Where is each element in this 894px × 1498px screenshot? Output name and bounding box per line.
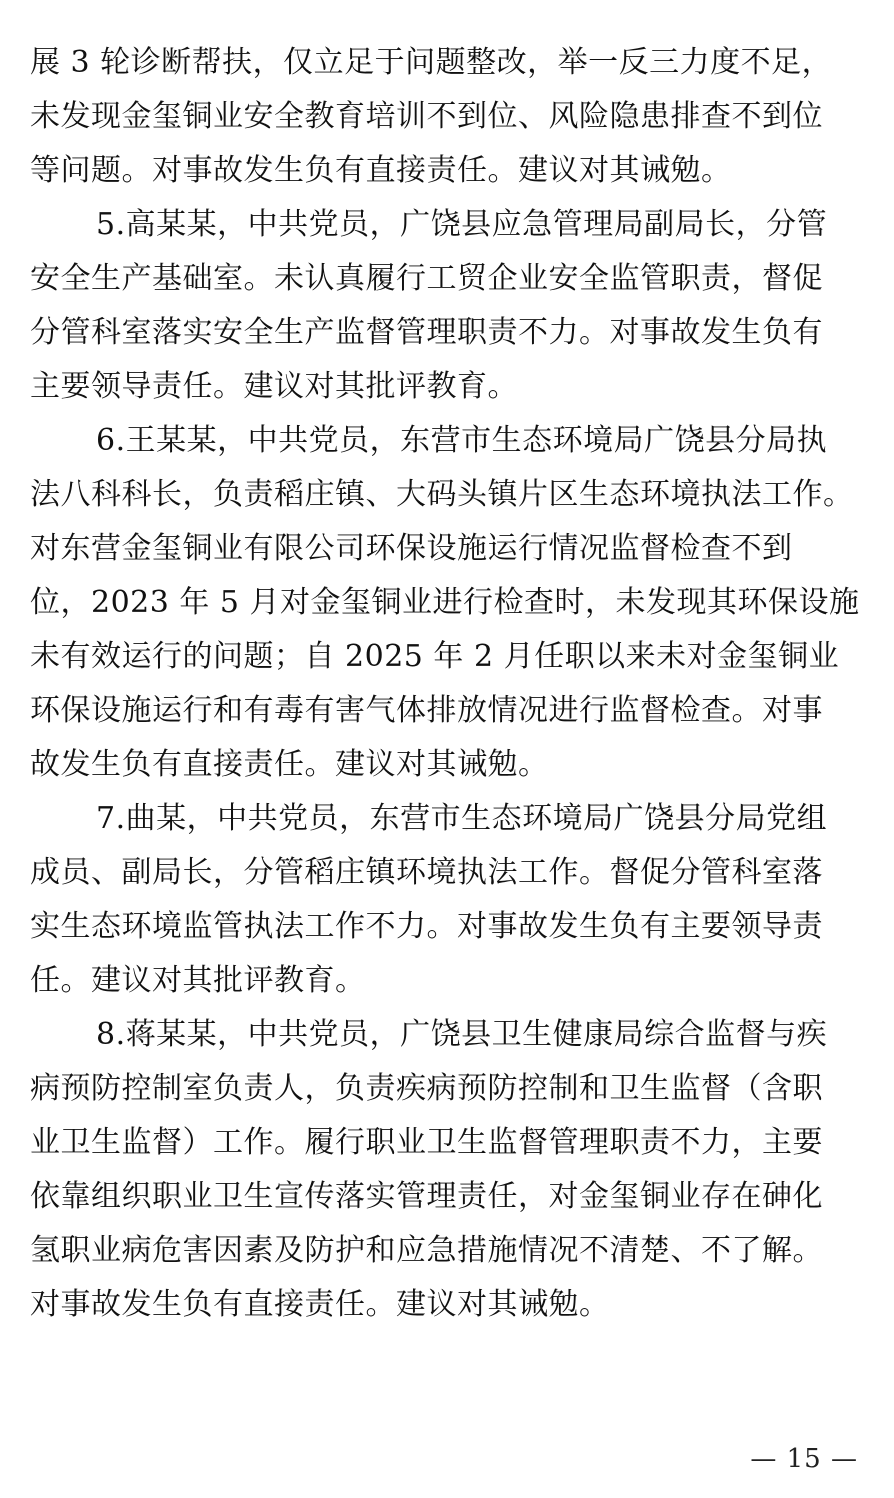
text-line: 病预防控制室负责人，负责疾病预防控制和卫生监督（含职 (30, 1071, 823, 1106)
text-line: 分管科室落实安全生产监督管理职责不力。对事故发生负有 (30, 315, 823, 350)
text-line: 法八科科长，负责稻庄镇、大码头镇片区生态环境执法工作。 (30, 477, 854, 512)
paragraph (30, 1008, 866, 1332)
text-line: 6.王某某，中共党员，东营市生态环境局广饶县分局执 (96, 423, 828, 458)
text-line: 实生态环境监管执法工作不力。对事故发生负有主要领导责 (30, 909, 823, 944)
text-line: 主要领导责任。建议对其批评教育。 (30, 369, 518, 404)
paragraph (30, 198, 866, 414)
text-line: 安全生产基础室。未认真履行工贸企业安全监管职责，督促 (30, 261, 823, 296)
text-line: 7.曲某，中共党员，东营市生态环境局广饶县分局党组 (96, 801, 828, 836)
text-line: 业卫生监督）工作。履行职业卫生监督管理职责不力，主要 (30, 1125, 823, 1160)
paragraph (30, 36, 866, 198)
text-line: 氢职业病危害因素及防护和应急措施情况不清楚、不了解。 (30, 1233, 823, 1268)
text-line: 依靠组织职业卫生宣传落实管理责任，对金玺铜业存在砷化 (30, 1179, 823, 1214)
paragraph (30, 792, 866, 1008)
text-line: 成员、副局长，分管稻庄镇环境执法工作。督促分管科室落 (30, 855, 823, 890)
text-line: 对东营金玺铜业有限公司环保设施运行情况监督检查不到 (30, 531, 793, 566)
text-line: 环保设施运行和有毒有害气体排放情况进行监督检查。对事 (30, 693, 823, 728)
text-line: 未发现金玺铜业安全教育培训不到位、风险隐患排查不到位 (30, 99, 823, 134)
text-line: 对事故发生负有直接责任。建议对其诫勉。 (30, 1287, 610, 1322)
text-line: 未有效运行的问题；自 2025 年 2 月任职以来未对金玺铜业 (30, 639, 840, 674)
text-line: 位，2023 年 5 月对金玺铜业进行检查时，未发现其环保设施 (30, 585, 860, 620)
text-line: 8.蒋某某，中共党员，广饶县卫生健康局综合监督与疾 (96, 1017, 828, 1052)
text-line: 故发生负有直接责任。建议对其诫勉。 (30, 747, 549, 782)
text-line: 展 3 轮诊断帮扶，仅立足于问题整改，举一反三力度不足， (30, 45, 833, 80)
document-body (30, 36, 866, 1332)
page-number: — 15 — (750, 1444, 858, 1474)
paragraph (30, 414, 866, 792)
text-line: 5.高某某，中共党员，广饶县应急管理局副局长，分管 (96, 207, 828, 242)
text-line: 任。建议对其批评教育。 (30, 963, 366, 998)
text-line: 等问题。对事故发生负有直接责任。建议对其诫勉。 (30, 153, 732, 188)
